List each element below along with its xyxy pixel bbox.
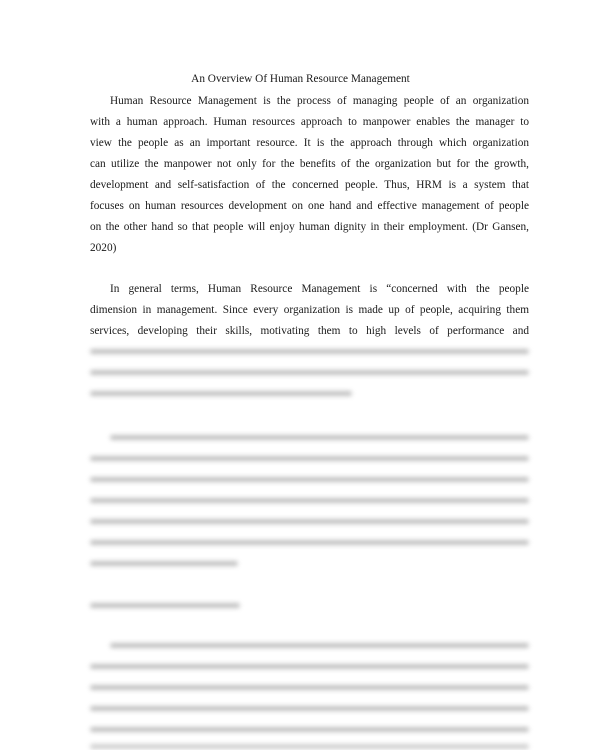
text-line: development and self-satisfaction of the concerned people. Thus, HRM is a system that: [90, 179, 529, 191]
paragraph-hrm-definition: [90, 91, 529, 259]
blurred-text-line: [90, 706, 529, 711]
blurred-text-line: [90, 744, 529, 749]
blurred-text-line: [90, 727, 529, 732]
blurred-text-line: [90, 561, 238, 566]
text-line: Human Resource Management is the process of managing people of an organization: [110, 95, 529, 107]
text-line: view the people as an important resource. It is the approach through which organization: [90, 137, 529, 149]
document-title: An Overview Of Human Resource Management: [191, 73, 410, 85]
text-line: on the other hand so that people will enjoy human dignity in their employment. (Dr Gansen,: [90, 221, 529, 233]
blurred-text-line: [90, 391, 352, 396]
blurred-text-line: [90, 477, 529, 482]
blurred-text-line: [110, 435, 529, 440]
blurred-text-line: [90, 685, 529, 690]
blurred-text-line: [90, 540, 529, 545]
blurred-text-line: [90, 664, 529, 669]
blurred-text-line: [90, 498, 529, 503]
text-line: dimension in management. Since every organization is made up of people, acquiring them: [90, 304, 529, 316]
blurred-heading: [90, 603, 240, 608]
blurred-text-line: [90, 519, 529, 524]
text-line: In general terms, Human Resource Management is “concerned with the people: [110, 283, 529, 295]
paragraph-general-terms: [90, 279, 529, 342]
blurred-text-line: [110, 643, 529, 648]
text-line: 2020): [90, 242, 117, 254]
blurred-text-line: [90, 456, 529, 461]
text-line: with a human approach. Human resources approach to manpower enables the manager to: [90, 116, 529, 128]
text-line: can utilize the manpower not only for the benefits of the organization but for the growth,: [90, 158, 529, 170]
blurred-text-line: [90, 349, 529, 354]
text-line: services, developing their skills, motivating them to high levels of performance and: [90, 325, 529, 337]
blurred-text-line: [90, 370, 529, 375]
text-line: focuses on human resources development on one hand and effective management of people: [90, 200, 529, 212]
